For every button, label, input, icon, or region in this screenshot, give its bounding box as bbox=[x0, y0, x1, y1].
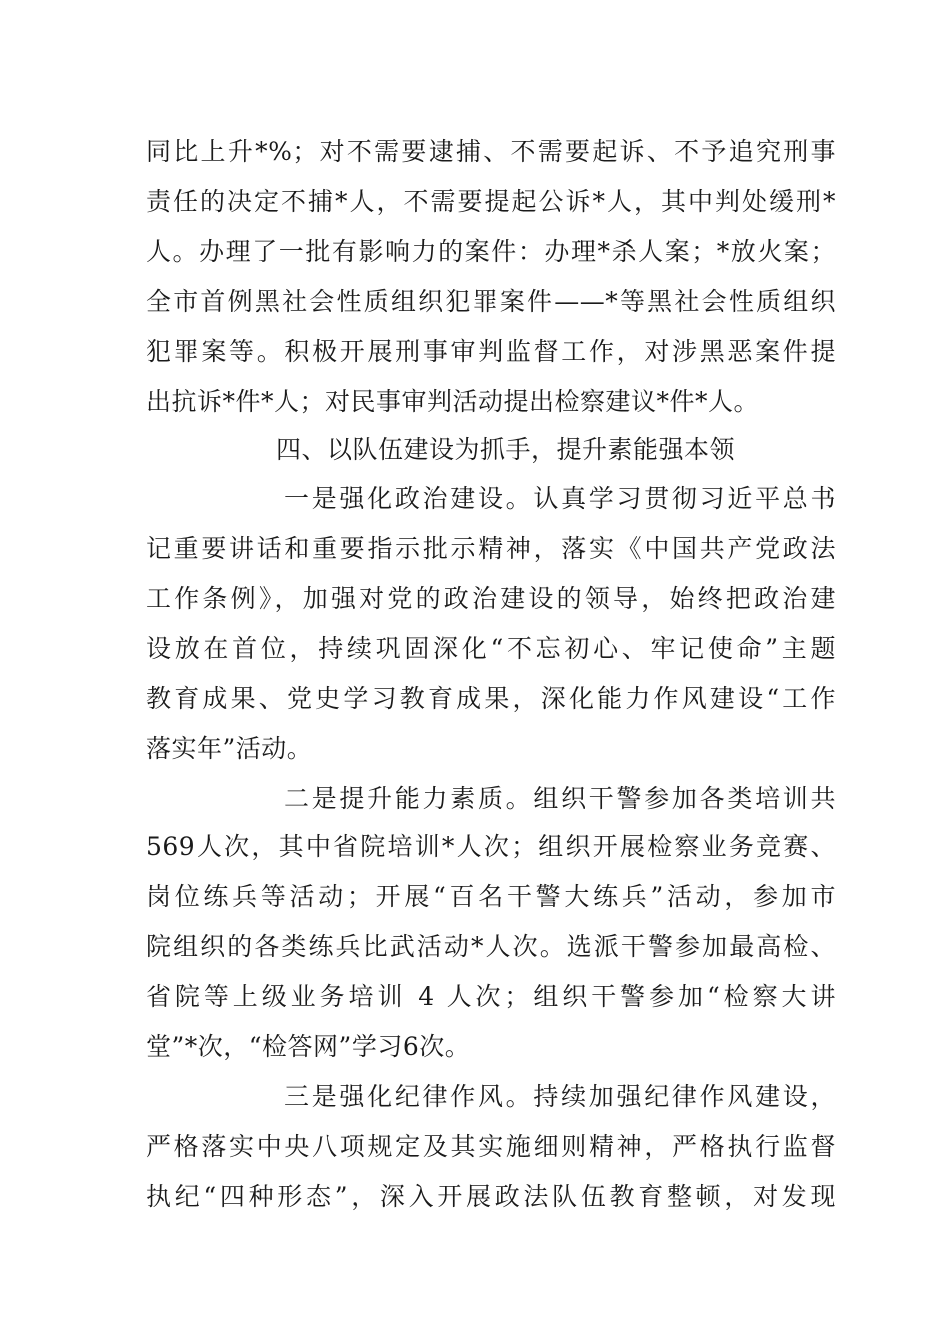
paragraph-line: 犯罪案等。积极开展刑事审判监督工作，对涉黑恶案件提 bbox=[146, 337, 836, 366]
paragraph-line: 三是强化纪律作风。持续加强纪律作风建设， bbox=[284, 1082, 836, 1111]
paragraph-line: 严格落实中央八项规定及其实施细则精神，严格执行监督 bbox=[146, 1132, 836, 1161]
paragraph-line: 记重要讲话和重要指示批示精神，落实《中国共产党政法 bbox=[146, 534, 836, 563]
paragraph-line: 人。办理了一批有影响力的案件：办理*杀人案；*放火案； bbox=[146, 237, 836, 266]
paragraph-line: 执纪“四种形态”，深入开展政法队伍教育整顿，对发现 bbox=[146, 1182, 836, 1211]
paragraph-line: 堂”*次，“检答网”学习6次。 bbox=[146, 1032, 471, 1061]
paragraph-line: 院组织的各类练兵比武活动*人次。选派干警参加最高检、 bbox=[146, 932, 836, 961]
paragraph-line: 同比上升*%；对不需要逮捕、不需要起诉、不予追究刑事 bbox=[146, 137, 836, 166]
paragraph-line: 教育成果、党史学习教育成果，深化能力作风建设“工作 bbox=[146, 684, 836, 713]
paragraph-line: 省院等上级业务培训 4 人次；组织干警参加“检察大讲 bbox=[146, 982, 836, 1011]
section-heading: 四、以队伍建设为抓手，提升素能强本领 bbox=[276, 435, 736, 464]
paragraph-line: 设放在首位，持续巩固深化“不忘初心、牢记使命”主题 bbox=[146, 634, 836, 663]
paragraph-line: 责任的决定不捕*人，不需要提起公诉*人，其中判处缓刑* bbox=[146, 187, 836, 216]
paragraph-line: 落实年”活动。 bbox=[146, 734, 313, 763]
paragraph-line: 全市首例黑社会性质组织犯罪案件——*等黑社会性质组织 bbox=[146, 287, 836, 316]
paragraph-line: 工作条例》，加强对党的政治建设的领导，始终把政治建 bbox=[146, 584, 836, 613]
paragraph-line: 出抗诉*件*人；对民事审判活动提出检察建议*件*人。 bbox=[146, 387, 760, 416]
paragraph-line: 岗位练兵等活动；开展“百名干警大练兵”活动，参加市 bbox=[146, 882, 836, 911]
paragraph-line: 二是提升能力素质。组织干警参加各类培训共 bbox=[284, 784, 836, 813]
paragraph-line: 569人次，其中省院培训*人次；组织开展检察业务竞赛、 bbox=[146, 832, 836, 861]
paragraph-line: 一是强化政治建设。认真学习贯彻习近平总书 bbox=[284, 484, 836, 513]
